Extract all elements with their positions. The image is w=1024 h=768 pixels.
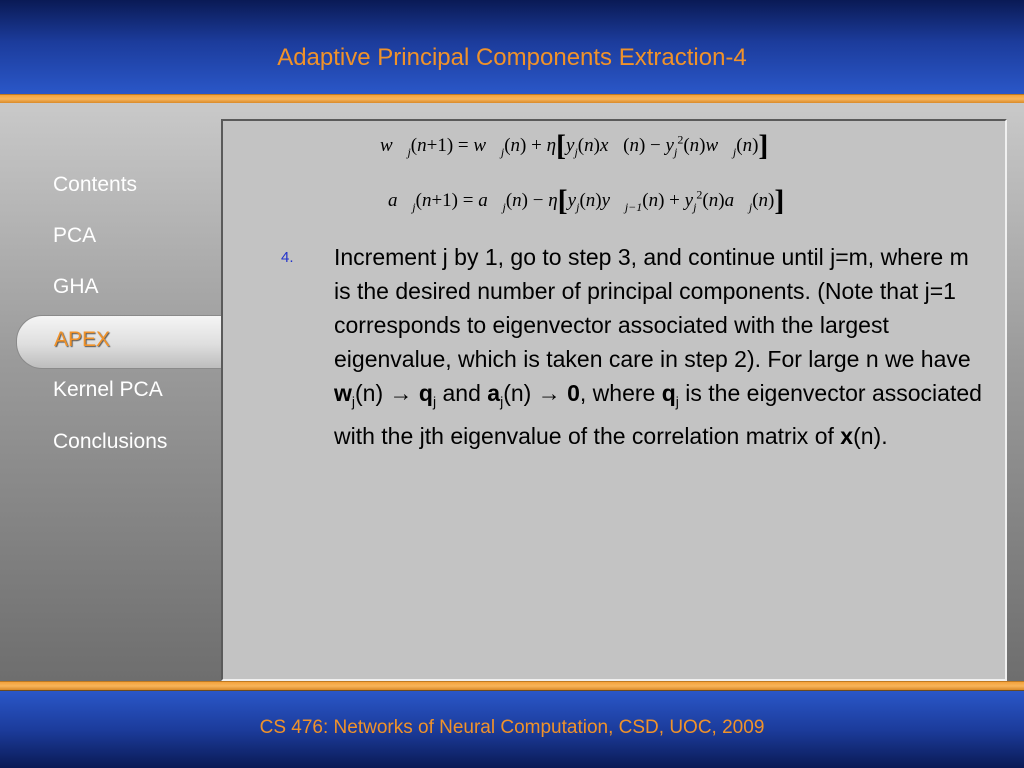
footer-text: CS 476: Networks of Neural Computation, CSD, UOC, 2009 (259, 717, 765, 738)
arrow-icon: → (389, 380, 413, 406)
step-4-text: Increment j by 1, go to step 3, and continue until j=m, where m is the desired number of principal components. (Note that j=1 corresponds to eigenvector associated with the largest eigenvalue, which is taken care in step 2). For large n we have $w_j(n) \to q_j$ and $a_j(n) \to 0$, where $q_j$ is the eigenvector associated with the jth eigenvalue of the correlation matrix of x(n). (334, 244, 982, 449)
list-number: 4. (281, 249, 294, 266)
side-nav (0, 103, 222, 681)
arrow-icon: → (537, 380, 561, 406)
slide-header (0, 0, 1024, 94)
nav-item-conclusions[interactable]: Conclusions (53, 430, 168, 453)
equation-w-update (380, 129, 768, 163)
slide-footer (0, 691, 1024, 768)
nav-item-kernel-pca[interactable]: Kernel PCA (53, 378, 163, 401)
nav-item-pca[interactable]: PCA (53, 224, 97, 247)
nav-item-gha[interactable]: GHA (53, 275, 99, 298)
nav-item-apex[interactable] (16, 315, 223, 369)
eq1-text: $w⃗_j(n+1)$ = $w⃗_j(n)$ + $\eta[y_j(n)x⃗(n)$ − $y_j^2(n)w⃗_j(n)$] (380, 129, 769, 162)
slide-title: Adaptive Principal Components Extraction-4 (277, 44, 747, 71)
eq2-text: $a⃗_j(n+1)$ = $a⃗_j(n)$ − $\eta[y_j(n)y⃗_{j-1}(n)$ + $y_j^2(n)a⃗_j(n)$] (388, 184, 785, 217)
footer-divider (0, 681, 1024, 691)
nav-item-apex-label: APEX (54, 328, 111, 351)
nav-item-contents[interactable]: Contents (53, 173, 138, 196)
equation-a-update (388, 184, 784, 218)
